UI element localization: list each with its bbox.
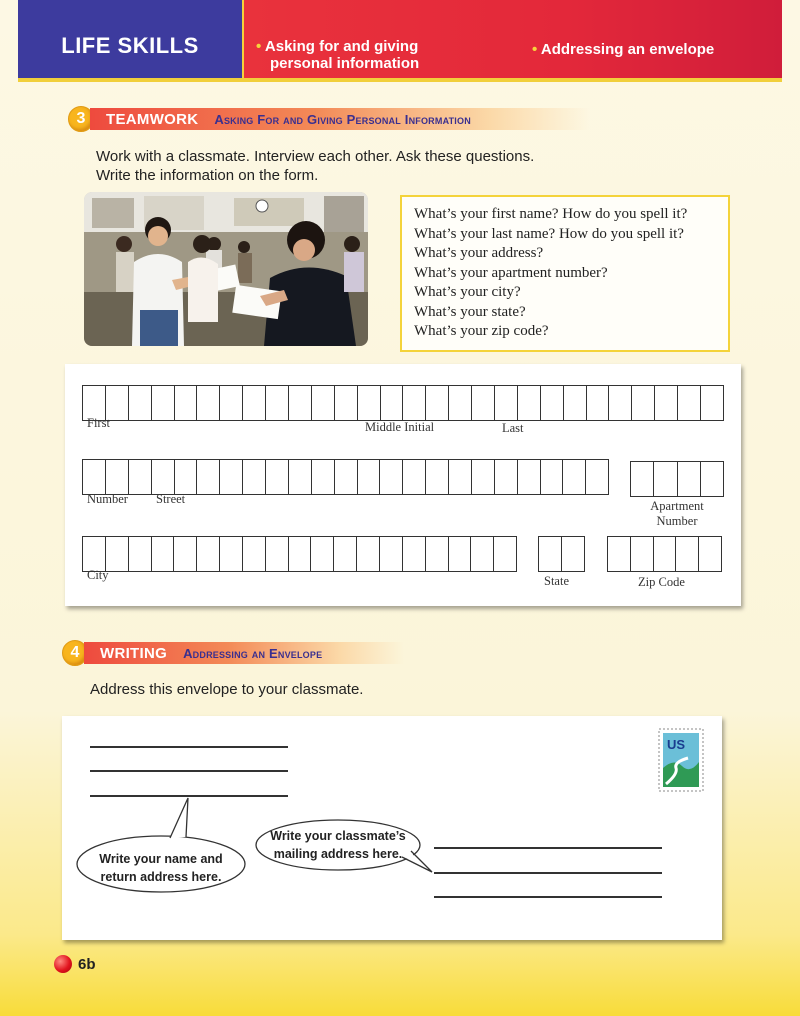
letter-box[interactable] — [266, 537, 289, 571]
letter-box[interactable] — [335, 460, 358, 494]
letter-box[interactable] — [381, 386, 404, 420]
personal-info-form — [65, 364, 741, 606]
return-address-line-1[interactable] — [90, 746, 288, 748]
label-last: Last — [502, 421, 524, 435]
letter-box[interactable] — [518, 460, 541, 494]
letter-box[interactable] — [334, 537, 357, 571]
letter-box[interactable] — [129, 537, 152, 571]
section-3-instructions: Work with a classmate. Interview each other. Ask these questions. Write the information on the form. — [96, 148, 535, 184]
letter-box[interactable] — [312, 460, 335, 494]
letter-box[interactable] — [312, 386, 335, 420]
label-street: Street — [156, 492, 186, 506]
label-state: State — [544, 574, 569, 588]
letter-box[interactable] — [472, 386, 495, 420]
letter-box[interactable] — [243, 537, 266, 571]
label-zip-code: Zip Code — [638, 575, 685, 589]
letter-box[interactable] — [495, 386, 518, 420]
letter-box[interactable] — [83, 386, 106, 420]
letter-box[interactable] — [472, 460, 495, 494]
label-middle-initial: Middle Initial — [365, 420, 435, 434]
letter-box[interactable] — [106, 460, 129, 494]
letter-box[interactable] — [676, 537, 699, 571]
letter-box[interactable] — [380, 537, 403, 571]
letter-box[interactable] — [380, 460, 403, 494]
question-city: What’s your city? — [414, 284, 521, 300]
letter-box[interactable] — [564, 386, 587, 420]
letter-box[interactable] — [220, 537, 243, 571]
letter-box[interactable] — [632, 386, 655, 420]
section-number-badge: 3 — [68, 106, 94, 132]
letter-box[interactable] — [152, 537, 175, 571]
letter-box[interactable] — [335, 386, 358, 420]
letter-box[interactable] — [654, 537, 677, 571]
question-address: What’s your address? — [414, 245, 544, 261]
return-address-line-2[interactable] — [90, 770, 288, 772]
section-number-badge: 4 — [62, 640, 88, 666]
city-boxes[interactable] — [82, 536, 517, 572]
letter-box[interactable] — [266, 386, 289, 420]
letter-box[interactable] — [220, 386, 243, 420]
apartment-boxes[interactable] — [630, 461, 724, 497]
return-bubble-line-2: return address here. — [100, 870, 222, 884]
interview-questions-box — [400, 195, 730, 352]
letter-box[interactable] — [83, 460, 106, 494]
mailing-bubble-shape — [256, 820, 420, 870]
page-footer — [54, 955, 96, 973]
topic-personal-info[interactable]: • Asking for and giving personal information — [256, 38, 420, 72]
postage-stamp-icon — [658, 728, 704, 792]
stamp-label: US — [667, 737, 686, 752]
letter-box[interactable] — [587, 386, 610, 420]
chapter-header — [18, 0, 782, 82]
letter-box[interactable] — [539, 537, 562, 571]
letter-box[interactable] — [563, 460, 586, 494]
life-skills-title: LIFE SKILLS — [18, 0, 242, 78]
letter-box[interactable] — [449, 537, 472, 571]
letter-box[interactable] — [197, 386, 220, 420]
section-kicker: WRITING — [100, 644, 168, 662]
letter-box[interactable] — [631, 462, 654, 496]
letter-box[interactable] — [403, 460, 426, 494]
question-apartment: What’s your apartment number? — [414, 264, 608, 281]
letter-box[interactable] — [289, 386, 312, 420]
letter-box[interactable] — [175, 386, 198, 420]
mailing-address-line-2[interactable] — [434, 872, 662, 874]
letter-box[interactable] — [699, 537, 721, 571]
mailing-address-line-3[interactable] — [434, 896, 662, 898]
page-marker-icon — [54, 955, 72, 973]
zip-boxes[interactable] — [607, 536, 722, 572]
letter-box[interactable] — [426, 537, 449, 571]
label-apartment-number: Apartment Number — [650, 499, 704, 528]
letter-box[interactable] — [311, 537, 334, 571]
letter-box[interactable] — [243, 460, 266, 494]
mailing-address-line-1[interactable] — [434, 847, 662, 849]
letter-box[interactable] — [609, 386, 632, 420]
label-number: Number — [87, 492, 128, 506]
section-3-bar — [90, 108, 590, 130]
letter-box[interactable] — [449, 386, 472, 420]
question-last-name: What’s your last name? How do you spell it? — [414, 225, 684, 242]
classroom-photo — [84, 192, 368, 346]
letter-box[interactable] — [197, 460, 220, 494]
section-4-instructions: Address this envelope to your classmate. — [90, 681, 364, 698]
letter-box[interactable] — [358, 386, 381, 420]
letter-box[interactable] — [358, 460, 381, 494]
letter-box[interactable] — [701, 462, 723, 496]
state-boxes[interactable] — [538, 536, 585, 572]
section-3-heading — [68, 106, 590, 132]
return-bubble-line-1: Write your name and — [99, 852, 223, 866]
letter-box[interactable] — [129, 386, 152, 420]
label-first: First — [87, 416, 110, 430]
letter-box[interactable] — [701, 386, 723, 420]
letter-box[interactable] — [495, 460, 518, 494]
mailing-bubble-line-2: mailing address here. — [273, 847, 403, 861]
letter-box[interactable] — [608, 537, 631, 571]
letter-box[interactable] — [83, 537, 106, 571]
section-4-heading — [62, 640, 404, 666]
letter-box[interactable] — [152, 460, 175, 494]
envelope — [62, 716, 722, 940]
mailing-bubble-line-1: Write your classmate’s — [270, 829, 406, 843]
letter-box[interactable] — [631, 537, 654, 571]
letter-box[interactable] — [562, 537, 584, 571]
question-state: What’s your state? — [414, 303, 526, 320]
label-city: City — [87, 568, 109, 582]
letter-box[interactable] — [175, 460, 198, 494]
letter-box[interactable] — [655, 386, 678, 420]
letter-box[interactable] — [586, 460, 608, 494]
letter-box[interactable] — [403, 537, 426, 571]
page-number: 6b — [78, 955, 96, 973]
letter-box[interactable] — [518, 386, 541, 420]
letter-box[interactable] — [129, 460, 152, 494]
section-subtitle: Addressing an Envelope — [183, 645, 323, 661]
question-zip: What’s your zip code? — [414, 323, 549, 339]
letter-box[interactable] — [403, 386, 426, 420]
letter-box[interactable] — [243, 386, 266, 420]
letter-box[interactable] — [106, 537, 129, 571]
section-4-bar — [84, 642, 404, 664]
question-first-name: What’s your first name? How do you spell it? — [414, 206, 688, 222]
letter-box[interactable] — [426, 386, 449, 420]
section-kicker: TEAMWORK — [106, 110, 199, 128]
letter-box[interactable] — [357, 537, 380, 571]
topic-addressing-envelope[interactable]: • Addressing an envelope — [532, 41, 715, 58]
bullet-icon: • — [532, 41, 538, 58]
letter-box[interactable] — [106, 386, 129, 420]
letter-box[interactable] — [174, 537, 197, 571]
letter-box[interactable] — [152, 386, 175, 420]
letter-box[interactable] — [289, 460, 312, 494]
instruction-bubbles — [72, 796, 452, 896]
bullet-icon: • — [256, 38, 262, 55]
letter-box[interactable] — [541, 386, 564, 420]
letter-box[interactable] — [197, 537, 220, 571]
letter-box[interactable] — [654, 462, 677, 496]
letter-box[interactable] — [266, 460, 289, 494]
name-boxes[interactable] — [82, 385, 724, 421]
letter-box[interactable] — [678, 462, 701, 496]
letter-box[interactable] — [449, 460, 472, 494]
letter-box[interactable] — [494, 537, 516, 571]
section-subtitle: Asking For and Giving Personal Information — [214, 111, 471, 127]
letter-box[interactable] — [289, 537, 312, 571]
letter-box[interactable] — [220, 460, 243, 494]
letter-box[interactable] — [541, 460, 564, 494]
letter-box[interactable] — [471, 537, 494, 571]
header-divider — [18, 78, 782, 82]
letter-box[interactable] — [426, 460, 449, 494]
street-boxes[interactable] — [82, 459, 609, 495]
letter-box[interactable] — [678, 386, 701, 420]
